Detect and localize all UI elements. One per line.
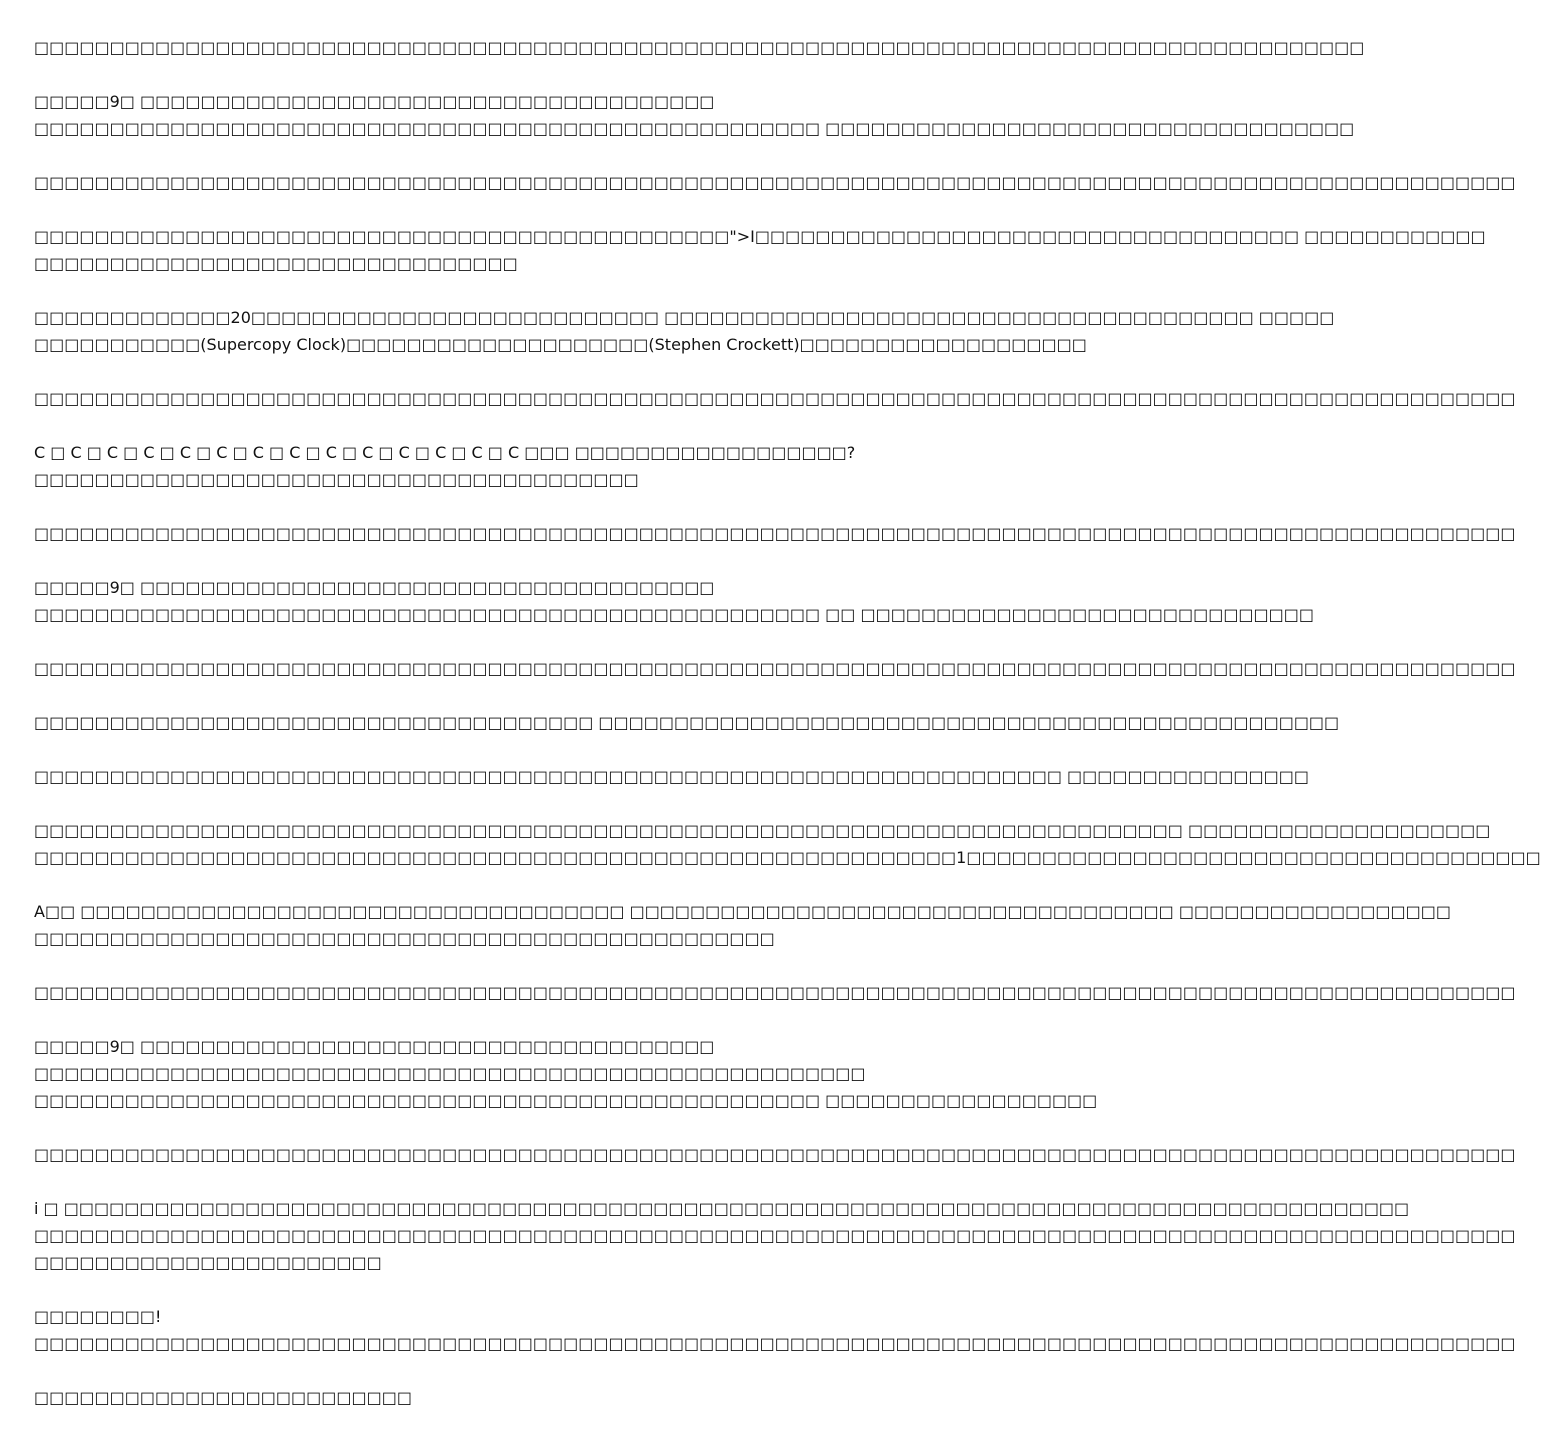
text-line: □□□□□□□□□□□□□□□□□□□□□□□□□□□□□□□□□□□□□□□□□□□□□□□□□ [34,929,775,948]
text-line: □□□□□□□□□□□□□□□□□□□□□□□□□□□□□□□□□□□□□□□□□□□□□□□□□□□□ □□□□□□□□□□□□□□□□□□□□□□□□□□□□□□□□□□□ [34,119,1355,138]
paragraph [34,520,1516,547]
text-line: □□□□□□□□□□□□□□□□□□□□□□□□□□□□□□□□□□□□□□□□□□□□□□□□□□□□□□□□□□□□□□□□□□□□□□□□□□□□□□□□□□□□□□□□ [34,38,1365,57]
text-line: □□□□□9□ □□□□□□□□□□□□□□□□□□□□□□□□□□□□□□□□□□□□□□ [34,1037,715,1056]
paragraph [34,1141,1516,1168]
text-line: □□□□□□□□□□□□□□□□□□□□□□□□□□□□□□□□□□□□□□□□□□□□□□□□□□□□□□□□□□□□□□□□□□□□□□□□□□□□□□□□□□□□□□□□□□□□□□□□□□ [34,389,1516,408]
text-line: □□□□□□□□□□□□□20□□□□□□□□□□□□□□□□□□□□□□□□□□□ □□□□□□□□□□□□□□□□□□□□□□□□□□□□□□□□□□□□□□□ □□□□□ [34,308,1335,327]
text-line: □□□□□□□□□□□□□□□□□□□□□□□ [34,1253,382,1272]
text-line: □□□□□□□□□□□□□□□□□□□□□□□□□□□□□□□□□□□□□□□□□□□□□□□□□□□□□□□□□□□□□□□□□□□□□□□□□□□□ □□□□□□□□□□□□□□□□□□□□ [34,821,1491,840]
paragraph [34,223,1486,277]
paragraph [34,655,1516,682]
text-line: □□□□□□□□□□□□□□□□□□□□□□□□□□□□□□□□□□□□□□□□□□□□□□□□□□□□□□□□□□□□□□□□□□□□□□□□□□□□□□□□□□□□□□□□□□□□□□□□□□ [34,173,1516,192]
text-line: □□□□□□□□□□□□□□□□□□□□□□□□□□□□□□□□□□□□□□□□□□□□□□□□□□□□□□□□□□□□□1□□□□□□□□□□□□□□□□□□□□□□□□□□□□□□□□□□□□□□ [34,848,1541,867]
text-line: □□□□□□□□□□□□□□□□□□□□□□□□□ [34,1388,412,1407]
paragraph [34,1033,1098,1114]
paragraph [34,979,1516,1006]
text-line: □□□□□□□□□□□(Supercopy Clock)□□□□□□□□□□□□□□□□□□□□(Stephen Crockett)□□□□□□□□□□□□□□□□□□□ [34,335,1087,354]
text-line: □□□□□□□□□□□□□□□□□□□□□□□□□□□□□□□□□□□□□□□□□□□□□□□□□□□□□□□□□□□□□□□□□□□□□□□□□□□□□□□□□□□□□□□□□□□□□□□□□□ [34,659,1516,678]
text-line: □□□□□□□□□□□□□□□□□□□□□□□□□□□□□□□□ [34,254,518,273]
paragraph [34,385,1516,412]
text-line: □□□□□□□□! [34,1307,162,1326]
text-line: □□□□□9□ □□□□□□□□□□□□□□□□□□□□□□□□□□□□□□□□□□□□□□ [34,92,715,111]
text-line: □□□□□□□□□□□□□□□□□□□□□□□□□□□□□□□□□□□□□□□□□□□□□□□□□□□□□□□□□□□□□□□□□□□□□□□□□□□□□□□□□□□□□□□□□□□□□□□□□□ [34,1226,1516,1245]
text-line: □□□□□□□□□□□□□□□□□□□□□□□□□□□□□□□□□□□□□□□□□□□□□□□□□□□□□□□□□□□□□□□□□□□□□□□□□□□□□□□□□□□□□□□□□□□□□□□□□□ [34,524,1516,543]
paragraph [34,1303,1516,1357]
text-line: □□□□□□□□□□□□□□□□□□□□□□□□□□□□□□□□□□□□□□□□□□□□□□□□□□□□□□□ [34,1064,866,1083]
text-line: □□□□□□□□□□□□□□□□□□□□□□□□□□□□□□□□□□□□□□□□□□□□□□□□□□□□ □□ □□□□□□□□□□□□□□□□□□□□□□□□□□□□□□ [34,605,1315,624]
paragraph [34,34,1365,61]
paragraph [34,763,1309,790]
text-line: □□□□□□□□□□□□□□□□□□□□□□□□□□□□□□□□□□□□□□□□ [34,470,639,489]
text-line: □□□□□□□□□□□□□□□□□□□□□□□□□□□□□□□□□□□□□□□□□□□□□□">I□□□□□□□□□□□□□□□□□□□□□□□□□□□□□□□□□□□□ □□□□□□□□□□□□ [34,227,1486,246]
paragraph [34,88,1355,142]
text-line: □□□□□□□□□□□□□□□□□□□□□□□□□□□□□□□□□□□□□□□□□□□□□□□□□□□□□□□□□□□□□□□□□□□□□□□□□□□□□□□□□□□□□□□□□□□□□□□□□□ [34,983,1516,1002]
paragraph [34,1384,990,1411]
text-line: □□□□□□□□□□□□□□□□□□□□□□□□□□□□□□□□□□□□□□□□□□□□□□□□□□□□□□□□□□□□□□□□□□□□ □□□□□□□□□□□□□□□□ [34,767,1309,786]
text-line: i □ □□□□□□□□□□□□□□□□□□□□□□□□□□□□□□□□□□□□□□□□□□□□□□□□□□□□□□□□□□□□□□□□□□□□□□□□□□□□□□□□□□□□□□□□□ [34,1199,1410,1218]
paragraph [34,709,1340,736]
paragraph [34,304,1335,358]
text-line: □□□□□□□□□□□□□□□□□□□□□□□□□□□□□□□□□□□□□□□□□□□□□□□□□□□□□□□□□□□□□□□□□□□□□□□□□□□□□□□□□□□□□□□□□□□□□□□□□□ [34,1334,1516,1353]
text-line: □□□□□□□□□□□□□□□□□□□□□□□□□□□□□□□□□□□□□□□□□□□□□□□□□□□□□□□□□□□□□□□□□□□□□□□□□□□□□□□□□□□□□□□□□□□□□□□□□□ [34,1145,1516,1164]
paragraph [34,1195,1516,1276]
text-line: C □ C □ C □ C □ C □ C □ C □ C □ C □ C □ C □ C □ C □ C □□□ □□□□□□□□□□□□□□□□□□? [34,443,856,462]
paragraph [34,574,1315,628]
text-line: A□□ □□□□□□□□□□□□□□□□□□□□□□□□□□□□□□□□□□□□ □□□□□□□□□□□□□□□□□□□□□□□□□□□□□□□□□□□□ □□□□□□□□□□□□□□□□□□ [34,902,1451,921]
text-line: □□□□□9□ □□□□□□□□□□□□□□□□□□□□□□□□□□□□□□□□□□□□□□ [34,578,715,597]
paragraph [34,817,1541,871]
text-line: □□□□□□□□□□□□□□□□□□□□□□□□□□□□□□□□□□□□□ □□□□□□□□□□□□□□□□□□□□□□□□□□□□□□□□□□□□□□□□□□□□□□□□□ [34,713,1340,732]
text-line: □□□□□□□□□□□□□□□□□□□□□□□□□□□□□□□□□□□□□□□□□□□□□□□□□□□□ □□□□□□□□□□□□□□□□□□ [34,1091,1098,1110]
paragraph [34,439,990,493]
paragraph [34,898,1451,952]
paragraph [34,169,1516,196]
